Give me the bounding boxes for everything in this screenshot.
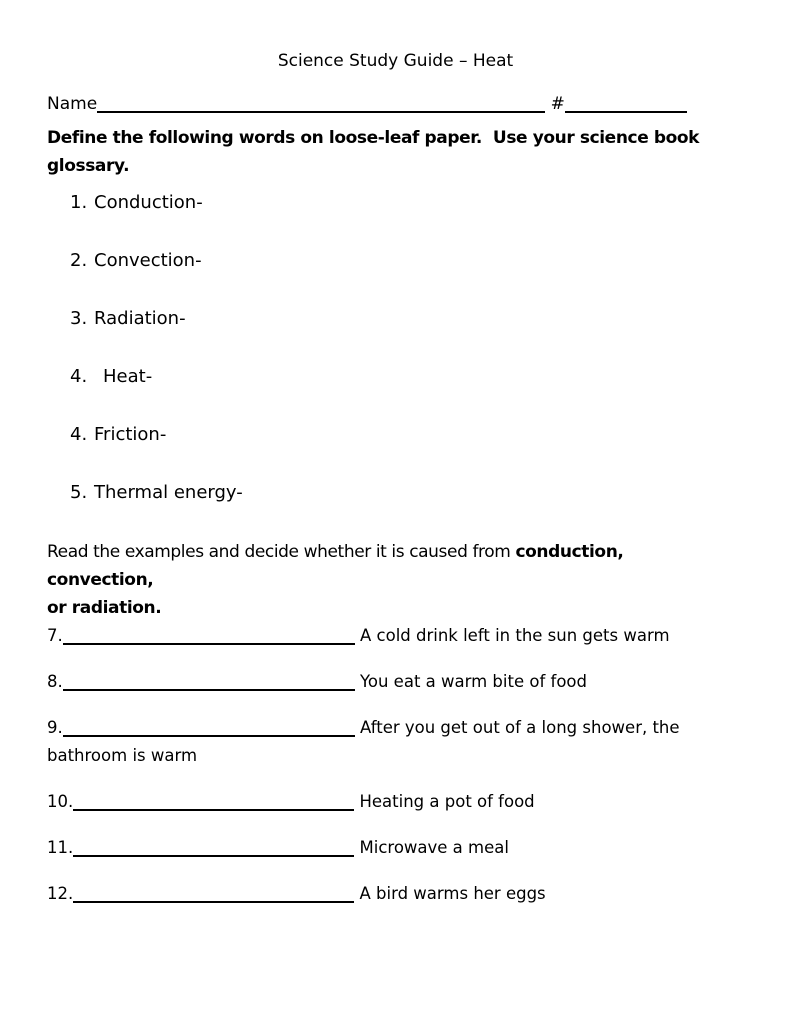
name-blank [97,99,545,113]
answer-blank [63,723,355,737]
vocab-number: 1. [70,192,88,213]
vocab-item-thermal-energy [47,480,695,506]
answer-blank [63,631,355,645]
vocab-number: 5. [70,482,88,503]
examples-instruction [47,538,695,622]
example-text: Heating a pot of food [359,792,535,811]
student-number-blank [565,99,687,113]
define-instruction-line1: Define the following words on loose-leaf paper. Use your science book [47,128,700,148]
example-text: After you get out of a long shower, the [360,718,680,737]
example-item-8 [47,668,695,696]
example-number: 10. [47,792,74,811]
vocab-item-conduction [47,190,695,216]
examples-instruction-regular: Read the examples and decide whether it is caused from [47,542,511,562]
vocab-term: Radiation- [94,308,186,329]
example-text-continued: bathroom is warm [47,746,198,765]
answer-blank [63,677,355,691]
example-number: 7. [47,626,63,645]
example-item-10 [47,788,695,816]
vocab-term: Conduction- [94,192,203,213]
example-text: You eat a warm bite of food [360,672,587,691]
vocab-number: 2. [70,250,88,271]
name-line [47,92,695,116]
example-text: A bird warms her eggs [359,884,546,903]
example-number: 9. [47,718,63,737]
page-title: Science Study Guide – Heat [277,51,514,71]
example-item-11 [47,834,695,862]
number-sign-label: # [550,94,565,114]
answer-blank [73,797,354,811]
example-text: Microwave a meal [359,838,509,857]
vocab-item-convection [47,248,695,274]
vocab-list [47,190,695,506]
define-instruction [47,124,700,180]
vocab-term: Friction- [94,424,167,445]
examples-list [47,622,695,908]
example-number: 11. [47,838,74,857]
vocab-term: Thermal energy- [94,482,243,503]
vocab-item-friction [47,422,695,448]
vocab-term: Heat- [103,366,153,387]
example-text: A cold drink left in the sun gets warm [360,626,670,645]
example-item-9 [47,714,695,770]
examples-instruction-bold-line2: or radiation. [47,598,162,618]
answer-blank [73,843,354,857]
vocab-item-heat [47,364,695,390]
vocab-term: Convection- [94,250,202,271]
example-item-7 [47,622,695,650]
name-label: Name [47,94,98,114]
define-instruction-line2: glossary. [47,156,130,176]
example-item-12 [47,880,695,908]
answer-blank [73,889,354,903]
vocab-number: 4. [70,424,88,445]
example-number: 8. [47,672,63,691]
vocab-number: 3. [70,308,88,329]
examples-instruction-bold-line1: conduction, convection, [47,542,624,590]
vocab-item-radiation [47,306,695,332]
example-number: 12. [47,884,74,903]
vocab-number: 4. [70,366,88,387]
